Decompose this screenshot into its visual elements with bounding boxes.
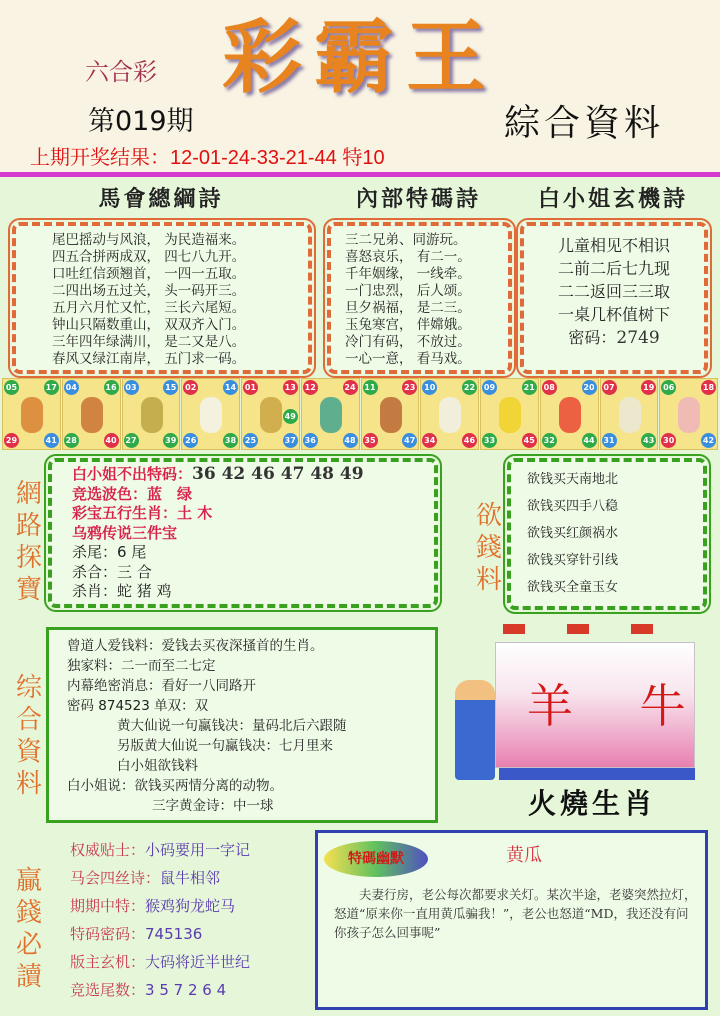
zodiac-card	[361, 378, 420, 450]
zodiac-animal-icon	[141, 397, 163, 433]
number-ball: 08	[542, 380, 557, 395]
zodiac-animal-icon	[678, 397, 700, 433]
number-ball: 04	[64, 380, 79, 395]
poem-line: 三二兄弟、同游玩。	[345, 232, 467, 248]
money-line: 欲钱买天南地北	[527, 472, 619, 487]
brand-label: 六合彩	[85, 58, 157, 86]
subtitle: 綜合資料	[504, 103, 665, 144]
zodiac-animal-icon	[439, 397, 461, 433]
zodiac-card	[600, 378, 659, 450]
number-ball: 44	[582, 433, 597, 448]
poem-line: 春风又绿江南岸， 五门求一码。	[52, 351, 246, 367]
number-ball: 36	[303, 433, 318, 448]
poem-line: 旦夕祸福， 是二三。	[345, 300, 471, 316]
side-label-money: 欲錢料	[475, 501, 502, 595]
number-ball: 31	[602, 433, 617, 448]
general-line: 独家料：二一而至二七定	[67, 658, 216, 674]
must-read-item	[70, 948, 250, 976]
painter-icon	[455, 680, 495, 780]
number-ball: 21	[522, 380, 537, 395]
poem-lines	[345, 232, 508, 368]
number-ball: 20	[582, 380, 597, 395]
money-line: 欲钱买穿针引线	[527, 553, 619, 568]
item-label: 特码密码：	[70, 925, 146, 943]
zodiac-animal-icon	[619, 397, 641, 433]
poem-box-2	[327, 222, 512, 374]
item-label: 竞选尾数：	[70, 981, 146, 999]
poem-line: 一桌几杯值树下	[557, 305, 670, 324]
number-ball: 34	[422, 433, 437, 448]
number-ball: 14	[223, 380, 238, 395]
zodiac-animal-icon	[21, 397, 43, 433]
poem-line: 一心一意， 看马戏。	[345, 351, 471, 367]
joke-badge: 特碼幽默	[324, 841, 428, 877]
must-read-item	[70, 864, 250, 892]
divider	[0, 172, 720, 177]
poem-title-2: 內部特碼詩	[355, 186, 481, 212]
poem-title-3: 白小姐玄機詩	[537, 186, 688, 212]
number-ball: 39	[163, 433, 178, 448]
number-ball: 29	[4, 433, 19, 448]
number-ball: 17	[44, 380, 59, 395]
money-box	[507, 458, 707, 610]
poem-line: 四五合拼两成双， 四七八九开。	[52, 249, 246, 265]
side-label-must: 贏錢必讀	[15, 866, 42, 992]
number-ball: 37	[283, 433, 298, 448]
number-ball: 02	[183, 380, 198, 395]
side-label-general: 综合資料	[15, 673, 42, 799]
number-ball: 10	[422, 380, 437, 395]
money-line: 欲钱买红颜祸水	[527, 526, 619, 541]
poem-line: 二四出场五过关， 头一码开三。	[52, 283, 246, 299]
general-line: 密码 874523 单双：双	[67, 698, 209, 714]
number-ball: 11	[363, 380, 378, 395]
zodiac-card	[181, 378, 240, 450]
poem-box-3	[520, 222, 708, 374]
item-label: 权威贴士：	[70, 841, 146, 859]
item-value: 猴鸡狗龙蛇马	[145, 897, 236, 915]
number-ball: 41	[44, 433, 59, 448]
zodiac-card	[62, 378, 121, 450]
number-ball: 19	[641, 380, 656, 395]
zodiac-animal-icon	[320, 397, 342, 433]
poem-line: 千年姻缘， 一线牵。	[345, 266, 471, 282]
number-ball: 38	[223, 433, 238, 448]
joke-box	[315, 830, 708, 1010]
last-result: 上期开奖结果：12-01-24-33-21-44 特10	[30, 147, 385, 169]
code-label: 密码：	[568, 328, 617, 347]
number-ball: 43	[641, 433, 656, 448]
zodiac-animal-icon	[260, 397, 282, 433]
general-line: 曾道人爱钱料：爱钱去买夜深搔首的生肖。	[67, 638, 324, 654]
zodiac-card	[659, 378, 718, 450]
money-line: 欲钱买四手八稳	[527, 499, 619, 514]
row-kill-zodiac: 杀肖：蛇 猪 鸡	[72, 582, 172, 600]
number-ball: 26	[183, 433, 198, 448]
row-kill-tail: 杀尾：6 尾	[72, 543, 147, 561]
money-line: 欲钱买全童玉女	[527, 580, 619, 595]
poem-line: 二二返回三三取	[557, 282, 670, 301]
poem-line: 玉兔寒宫， 伴嫦娥。	[345, 317, 471, 333]
excluded-numbers: 36 42 46 47 48 49	[192, 464, 364, 484]
poem-line: 钟山只隔数重山， 双双齐入门。	[52, 317, 246, 333]
number-ball: 35	[363, 433, 378, 448]
poem-line: 一门忠烈， 后人颂。	[345, 283, 471, 299]
number-ball: 12	[303, 380, 318, 395]
general-line: 黄大仙说一句赢钱决：量码北后六跟随	[117, 718, 347, 734]
row-wave-color: 竞选波色：蓝 绿	[72, 484, 193, 503]
number-ball: 28	[64, 433, 79, 448]
number-ball: 32	[542, 433, 557, 448]
zodiac-card	[540, 378, 599, 450]
item-value: 鼠牛相邻	[160, 869, 221, 887]
general-list	[67, 636, 435, 816]
number-ball: 01	[243, 380, 258, 395]
number-ball: 03	[124, 380, 139, 395]
number-ball: 46	[462, 433, 477, 448]
number-ball: 15	[163, 380, 178, 395]
number-ball: 47	[402, 433, 417, 448]
poem-lines	[52, 232, 308, 368]
poem-box-1	[12, 222, 312, 374]
general-line: 三字黄金诗：中一球	[152, 798, 274, 814]
code-value: 2749	[616, 328, 660, 348]
number-ball: 25	[243, 433, 258, 448]
number-ball: 18	[701, 380, 716, 395]
general-line: 白小姐欲钱料	[117, 758, 198, 774]
number-ball: 24	[343, 380, 358, 395]
item-label: 版主玄机：	[70, 953, 146, 971]
item-value: 745136	[145, 925, 203, 943]
zodiac-card	[420, 378, 479, 450]
zodiac-animal-icon	[559, 397, 581, 433]
item-value: 小码要用一字记	[145, 841, 251, 859]
number-ball: 30	[661, 433, 676, 448]
poem-line: 喜怒哀乐， 有二一。	[345, 249, 471, 265]
zodiac-card	[301, 378, 360, 450]
poem-line: 口吐红信颈翘首， 一四一五取。	[52, 266, 246, 282]
page-title: 彩霸王	[222, 10, 498, 104]
number-ball: 49	[283, 409, 298, 424]
general-line: 白小姐说：欲钱买两情分离的动物。	[67, 778, 283, 794]
treasure-box	[48, 458, 438, 608]
zodiac-card	[122, 378, 181, 450]
number-ball: 22	[462, 380, 477, 395]
row-crow: 乌鸦传说三件宝	[72, 523, 178, 542]
joke-text: 夫妻行房，老公每次都要求关灯。某次半途，老婆突然拉灯，怒道“原来你一直用黄瓜骗我！”，老公也怒道“MD，我还没有问你孩子怎么回事呢”	[334, 887, 697, 940]
number-ball: 06	[661, 380, 676, 395]
poem-line: 五月六月忙又忙， 三长六尾短。	[52, 300, 246, 316]
number-ball: 33	[482, 433, 497, 448]
number-ball: 40	[104, 433, 119, 448]
zodiac-card	[2, 378, 61, 450]
number-ball: 23	[402, 380, 417, 395]
must-read-list	[70, 836, 250, 1004]
money-list	[527, 466, 703, 601]
number-ball: 27	[124, 433, 139, 448]
row-kill-sum: 杀合：三 合	[72, 562, 152, 581]
poem-line: 二前二后七九现	[557, 259, 670, 278]
must-read-item	[70, 976, 250, 1004]
joke-title: 黄瓜	[506, 845, 542, 866]
board-text: 羊 牛	[527, 679, 712, 733]
zodiac-strip	[2, 378, 718, 450]
row-five-elements: 彩宝五行生肖：土 木	[72, 504, 213, 522]
number-ball: 16	[104, 380, 119, 395]
zodiac-animal-icon	[499, 397, 521, 433]
item-value: 大码将近半世纪	[145, 953, 251, 971]
number-ball: 42	[701, 433, 716, 448]
row-no-special: 白小姐不出特码：36 42 46 47 48 49	[72, 464, 364, 484]
item-label: 期期中特：	[70, 897, 146, 915]
zodiac-animal-icon	[81, 397, 103, 433]
poem-line: 儿童相见不相识	[557, 236, 670, 255]
number-ball: 48	[343, 433, 358, 448]
side-label-treasure: 網路探寶	[15, 479, 42, 605]
poem-line: 冷门有码， 不放过。	[345, 334, 471, 350]
general-line: 另版黄大仙说一句赢钱决：七月里来	[117, 738, 333, 754]
item-label: 马会四丝诗：	[70, 869, 161, 887]
number-ball: 05	[4, 380, 19, 395]
general-line: 内幕绝密消息：看好一八同路开	[67, 678, 256, 694]
number-ball: 09	[482, 380, 497, 395]
fire-caption: 火燒生肖	[528, 787, 657, 820]
zodiac-card	[241, 378, 300, 450]
item-value: 3 5 7 2 6 4	[145, 981, 227, 999]
zodiac-animal-icon	[380, 397, 402, 433]
number-ball: 45	[522, 433, 537, 448]
number-ball: 07	[602, 380, 617, 395]
poem-line: 尾巴摇动与风浪， 为民造福来。	[52, 232, 246, 248]
painter-illustration	[455, 618, 712, 782]
must-read-item	[70, 892, 250, 920]
poem-line: 三年四年绿满川， 是二又是八。	[52, 334, 246, 350]
must-read-item	[70, 836, 250, 864]
zodiac-card	[480, 378, 539, 450]
poem-lines	[524, 234, 704, 326]
code-row	[524, 326, 704, 350]
poem-title-1: 馬會總綱詩	[98, 186, 224, 212]
must-read-item	[70, 920, 250, 948]
general-box	[46, 627, 438, 823]
zodiac-animal-icon	[200, 397, 222, 433]
number-ball: 13	[283, 380, 298, 395]
issue-number: 第019期	[88, 106, 194, 137]
